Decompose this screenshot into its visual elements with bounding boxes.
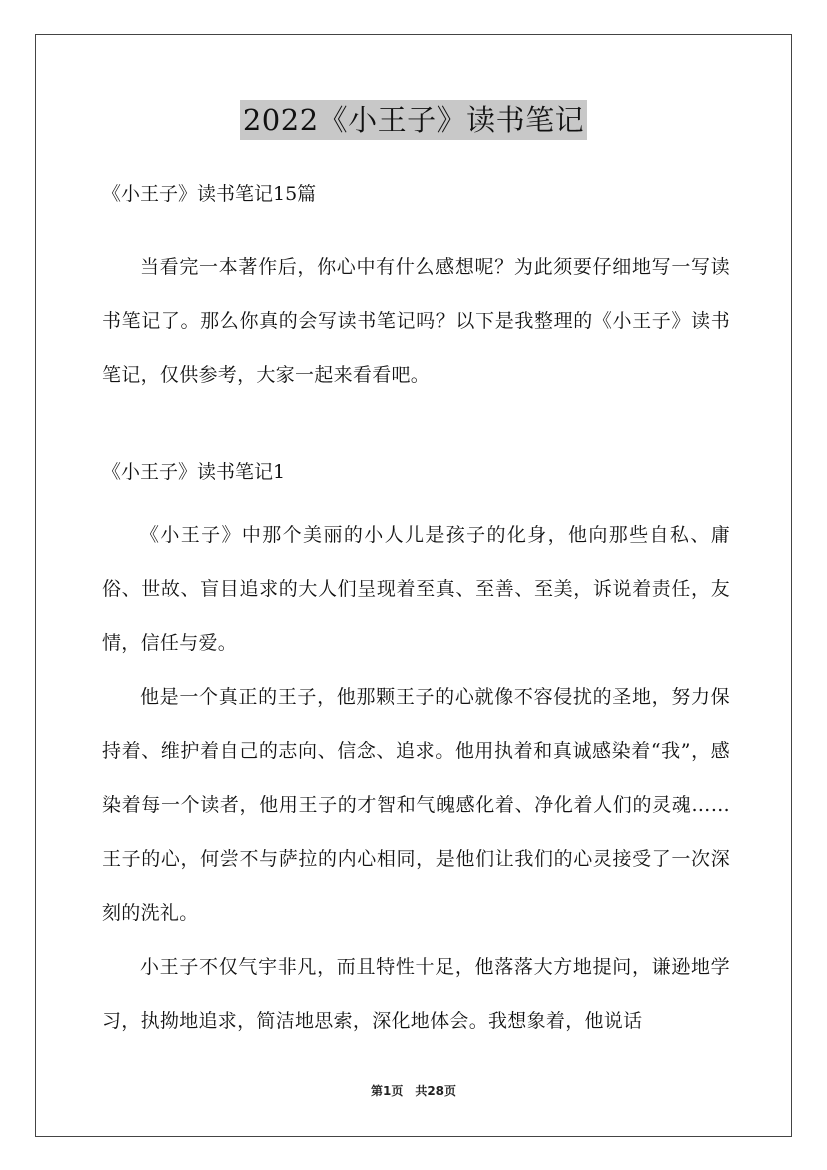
document-subtitle: 《小王子》读书笔记15篇 bbox=[102, 183, 317, 205]
title-wrap bbox=[0, 100, 827, 140]
body-paragraph: 他是一个真正的王子，他那颗王子的心就像不容侵扰的圣地，努力保持着、维护着自己的志向、信念、追求。他用执着和真诚感染着“我”，感染着每一个读者，他用王子的才智和气魄感化着、净化着人们的灵魂……王子的心，何尝不与萨拉的内心相同，是他们让我们的心灵接受了一次深刻的洗礼。 bbox=[102, 686, 730, 924]
spacer bbox=[102, 494, 730, 508]
spacer bbox=[102, 216, 730, 240]
spacer bbox=[102, 402, 730, 450]
section-heading: 《小王子》读书笔记1 bbox=[102, 461, 286, 483]
body-paragraph: 《小王子》中那个美丽的小人儿是孩子的化身，他向那些自私、庸俗、世故、盲目追求的大人们呈现着至真、至善、至美，诉说着责任，友情，信任与爱。 bbox=[102, 524, 730, 654]
intro-paragraph: 当看完一本著作后，你心中有什么感想呢？为此须要仔细地写一写读书笔记了。那么你真的会写读书笔记吗？以下是我整理的《小王子》读书笔记，仅供参考，大家一起来看看吧。 bbox=[102, 256, 730, 386]
document-title: 2022《小王子》读书笔记 bbox=[240, 100, 587, 140]
body-paragraph: 小王子不仅气宇非凡，而且特性十足，他落落大方地提问，谦逊地学习，执拗地追求，简洁地思索，深化地体会。我想象着，他说话 bbox=[102, 956, 730, 1032]
page-footer: 第1页 共28页 bbox=[370, 1084, 457, 1098]
document-body bbox=[102, 172, 730, 1048]
